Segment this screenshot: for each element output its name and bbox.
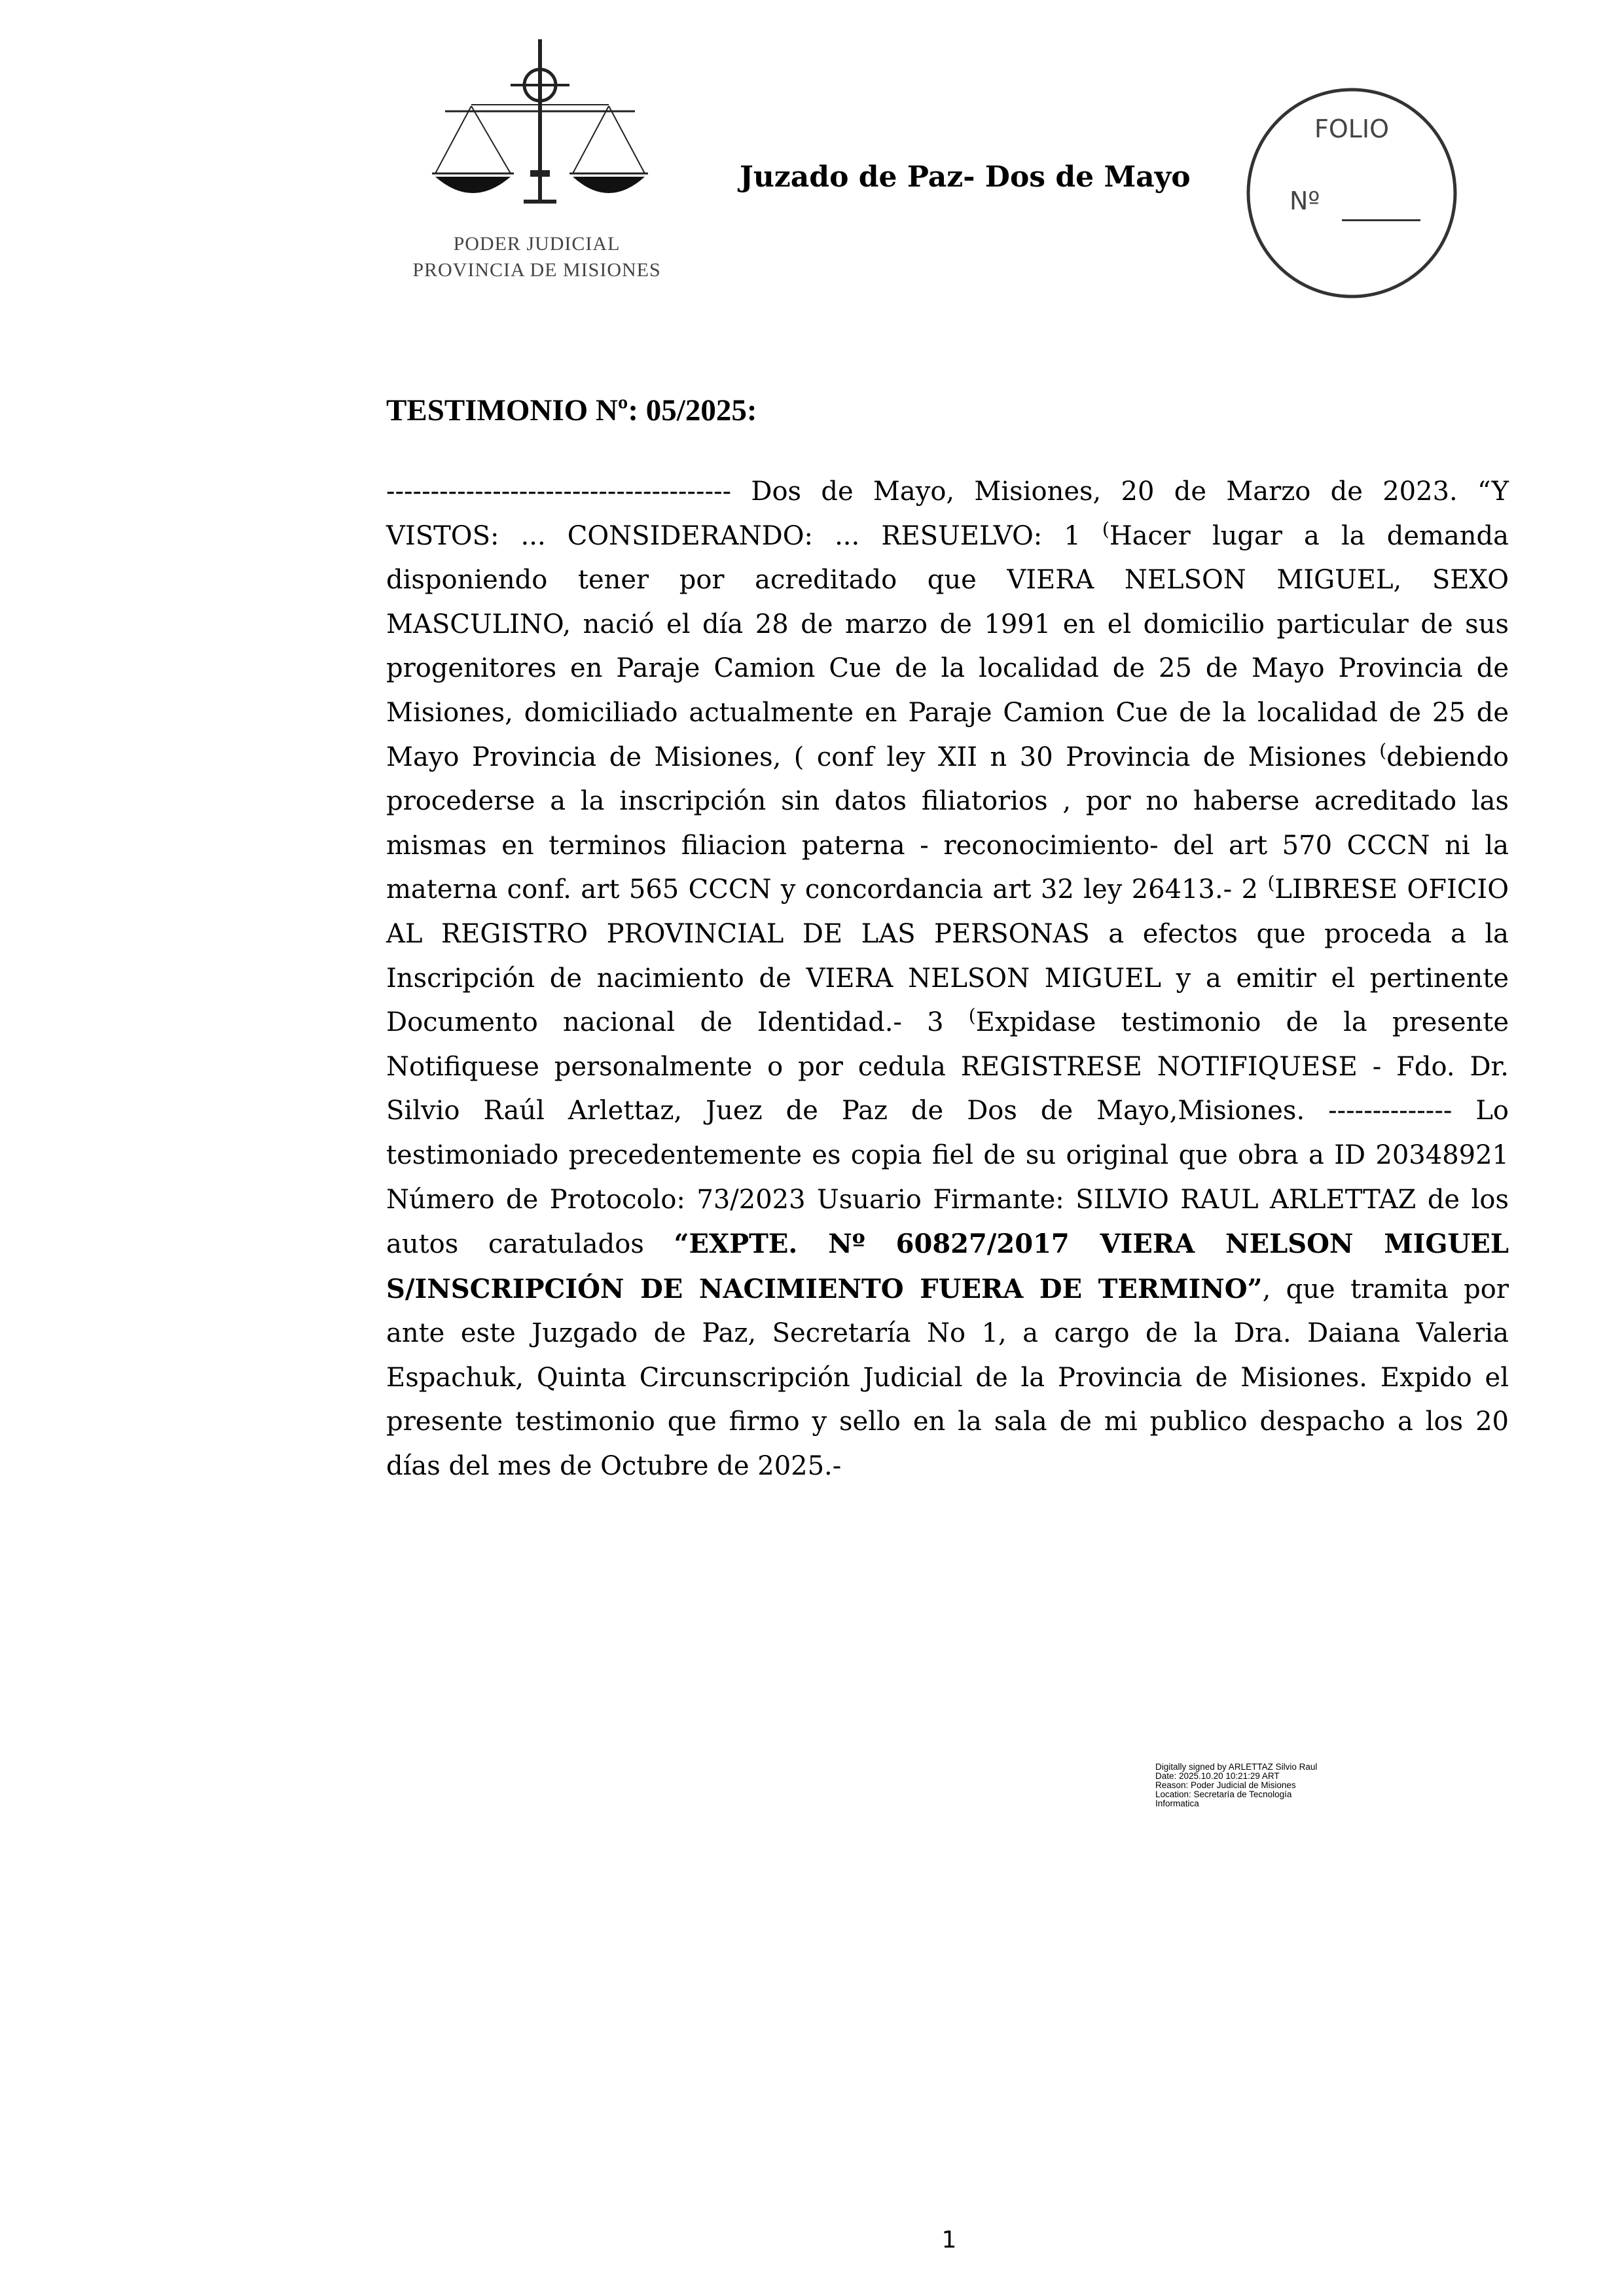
- body-segment-1: --------------------------------------- Dos de Mayo, Misiones, 20 de Marzo de 2023. “Y VISTOS: ... CONSIDERANDO: ... RESUELVO: 1: [386, 476, 1509, 551]
- signature-reason: Reason: Poder Judicial de Misiones: [1155, 1780, 1296, 1790]
- body-segment-3: debiendo procederse a la inscripción sin datos filiatorios , por no haberse acreditado las mismas en terminos filiacion paterna - reconocimiento- del art 570 CCCN ni la materna conf. art 565 CCCN y concordancia art 32 ley 26413.- 2: [386, 742, 1509, 905]
- folio-stamp: [1244, 85, 1460, 301]
- body-segment-6: , que tramita por ante este Juzgado de Paz, Secretaría No 1, a cargo de la Dra. Daiana Valeria Espachuk, Quinta Circunscripción Judicial de la Provincia de Misiones. Expido el presente testimonio que firmo y sello en la sala de mi publico despacho a los 20 días del mes de Octubre de 2025.-: [386, 1274, 1509, 1482]
- poder-judicial-logo: [393, 39, 681, 295]
- mark-4: (: [968, 1005, 976, 1027]
- body-segment-5: Expidase testimonio de la presente Notifiquese personalmente o por cedula REGISTRESE NOTIFIQUESE - Fdo. Dr. Silvio Raúl Arlettaz, Juez de Paz de Dos de Mayo,Misiones. -------------- Lo testimoniado precedentemente es copia fiel de su original que obra a ID 20348921 Número de Protocolo: 73/2023 Usuario Firmante: SILVIO RAUL ARLETTAZ de los autos caratulados: [386, 1007, 1509, 1260]
- court-title: Juzado de Paz- Dos de Mayo: [740, 160, 1191, 194]
- mark-3: (: [1267, 872, 1275, 894]
- logo-text-line1: PODER JUDICIAL: [453, 233, 621, 255]
- body-segment-2: Hacer lugar a la demanda disponiendo tener por acreditado que VIERA NELSON MIGUEL, SEXO MASCULINO, nació el día 28 de marzo de 1991 en el domicilio particular de sus progenitores en Paraje Camion Cue de la localidad de 25 de Mayo Provincia de Misiones, domiciliado actualmente en Paraje Camion Cue de la localidad de 25 de Mayo Provincia de Misiones, ( conf ley XII n 30 Provincia de Misiones: [386, 520, 1509, 772]
- mark-2: (: [1379, 739, 1387, 761]
- signature-location: Location: Secretaría de Tecnología: [1155, 1789, 1292, 1799]
- signature-signer: Digitally signed by ARLETTAZ Silvio Raul: [1155, 1762, 1318, 1772]
- mark-1: (: [1102, 518, 1110, 540]
- logo-text-line2: PROVINCIA DE MISIONES: [412, 259, 661, 281]
- body-segment-4: LIBRESE OFICIO AL REGISTRO PROVINCIAL DE LAS PERSONAS a efectos que proceda a la Inscripción de nacimiento de VIERA NELSON MIGUEL y a emitir el pertinente Documento nacional de Identidad.- 3: [386, 874, 1509, 1038]
- signature-location-cont: Informatica: [1155, 1799, 1199, 1808]
- case-title: “EXPTE. Nº 60827/2017 VIERA NELSON MIGUEL S/INSCRIPCIÓN DE NACIMIENTO FUERA DE TERMINO”: [386, 1229, 1509, 1304]
- digital-signature: [1155, 1763, 1430, 1808]
- document-heading: TESTIMONIO Nº: 05/2025:: [386, 393, 757, 427]
- page-number: 1: [941, 2227, 957, 2253]
- testimony-body: [386, 470, 1509, 1489]
- folio-label: FOLIO: [1314, 115, 1390, 143]
- folio-number-label: Nº: [1290, 187, 1320, 215]
- signature-date: Date: 2025.10.20 10:21:29 ART: [1155, 1771, 1280, 1781]
- scales-of-justice-icon: [432, 39, 648, 216]
- folio-number-blank: [1342, 219, 1420, 221]
